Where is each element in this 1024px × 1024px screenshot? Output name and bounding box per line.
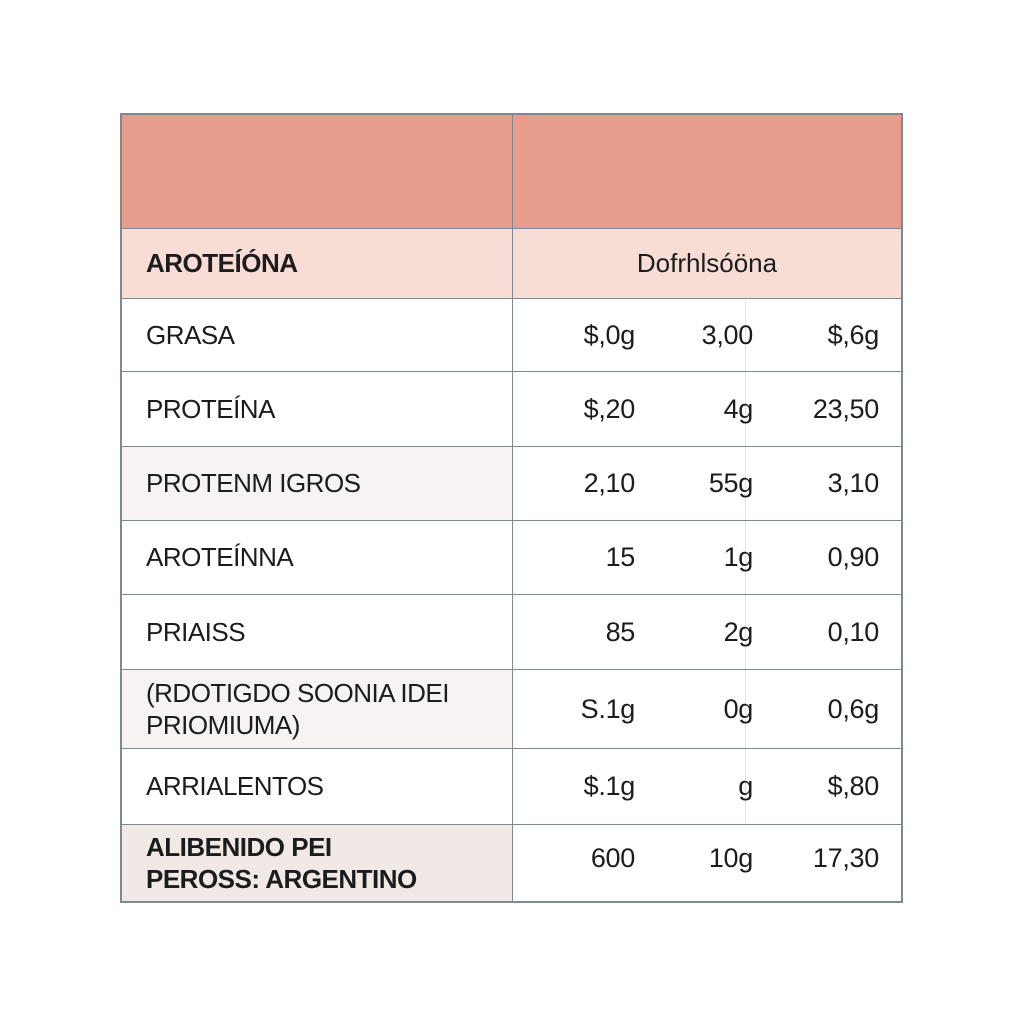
row-label-line-2: PEROSS: ARGENTINO [146,864,417,894]
row-value-2: g [738,771,753,801]
row-value-2: 3,00 [701,319,753,350]
row-value-1: 15 [605,542,635,572]
subheader-value: Dofrhlsóöna [636,248,778,278]
row-value-1: 2,10 [583,468,635,498]
table-row [122,521,901,595]
table-row [122,749,901,825]
table-header-row [122,115,901,229]
row-value-1: 85 [605,616,635,647]
row-value-1: $.1g [583,771,635,801]
row-value-1: $,20 [583,393,635,424]
table-row [122,825,901,901]
row-value-3: 0,6g [827,693,879,724]
row-value-2: 10g [708,843,753,873]
row-label: AROTEÍNNA [122,521,513,594]
row-value-3: $,6g [827,319,879,350]
row-value-3: 23,50 [812,393,879,424]
subheader-label: AROTEÍÓNA [122,229,513,298]
nutrition-table [120,113,903,903]
table-row [122,372,901,447]
row-label: PROTENM IGROS [122,447,513,520]
row-value-1: $,0g [583,319,635,350]
row-value-3: 17,30 [812,843,879,873]
row-label-line-1: ALIBENIDO PEI [146,832,332,862]
row-value-2: 1g [723,542,753,572]
row-value-1: S.1g [580,693,635,724]
row-label: GRASA [122,299,513,371]
header-cell-left [122,115,513,228]
table-subheader-row [122,229,901,299]
header-cell-right [513,115,901,228]
row-value-3: 0,90 [827,542,879,572]
row-label: PROTEÍNA [122,372,513,446]
row-value-2: 55g [708,468,753,498]
table-row [122,447,901,521]
row-label-line-1: (RDOTIGDO SOONIA IDEI [146,678,449,708]
row-value-2: 0g [723,693,753,724]
row-value-3: 3,10 [827,468,879,498]
table-row [122,670,901,749]
row-label [122,670,513,748]
row-label: PRIAISS [122,595,513,669]
row-value-2: 2g [723,616,753,647]
table-row [122,299,901,372]
row-value-2: 4g [723,393,753,424]
table-row [122,595,901,670]
row-label: ARRIALENTOS [122,749,513,824]
row-label-line-2: PRIOMIUMA) [146,710,300,740]
row-value-3: 0,10 [827,616,879,647]
row-value-1: 600 [590,843,635,873]
row-value-3: $,80 [827,771,879,801]
row-label [122,825,513,901]
